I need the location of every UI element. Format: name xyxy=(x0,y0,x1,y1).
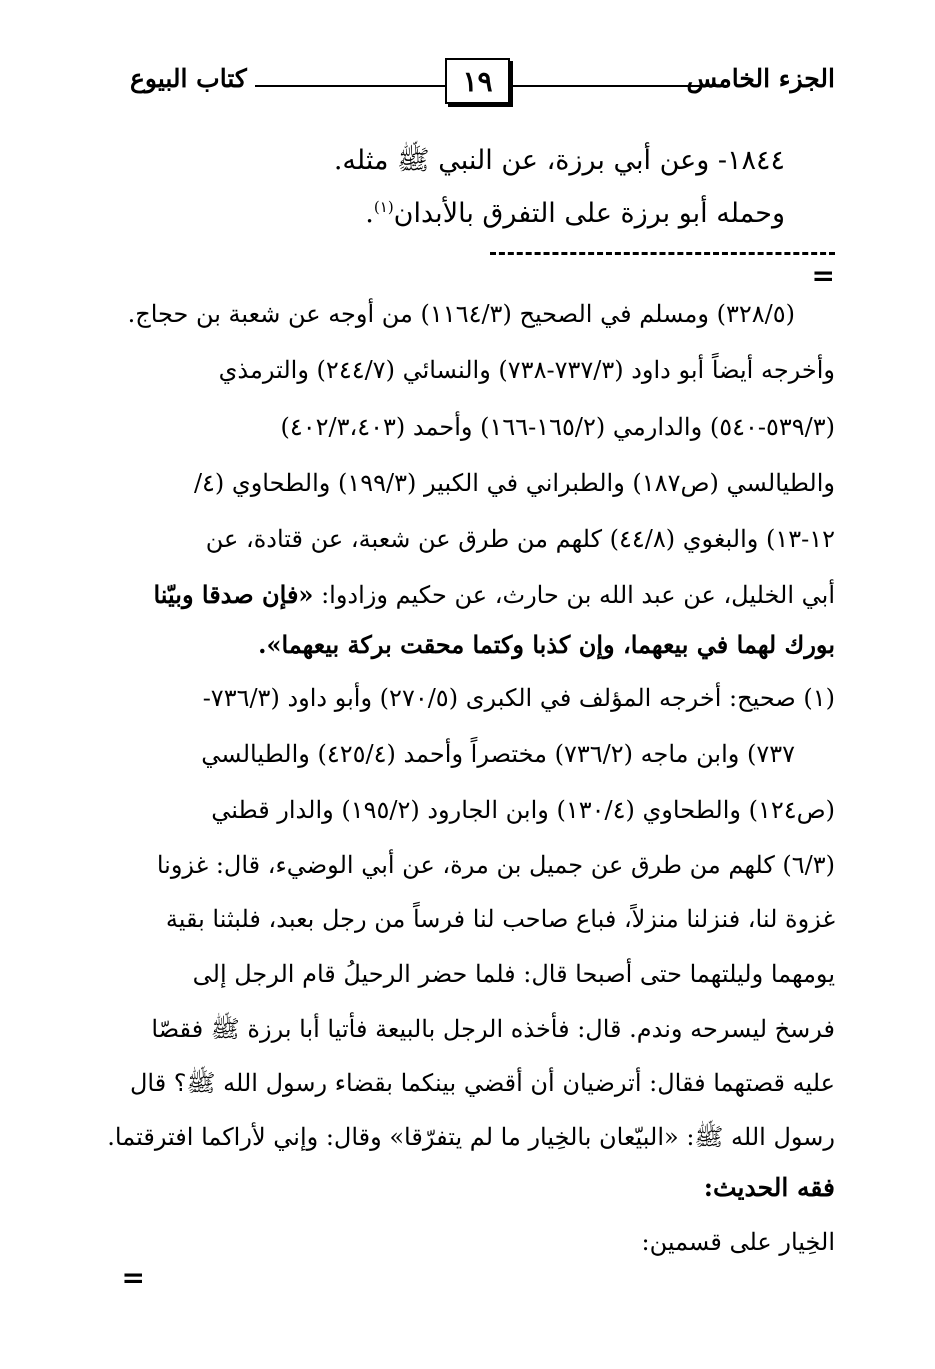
footnote-separator xyxy=(490,252,835,255)
footnote-line: (٦/٣) كلهم من طرق عن جميل بن مرة، عن أبي الوضيء، قال: غزونا xyxy=(156,851,835,879)
quote-start: «فإن صدقا وبيّنا xyxy=(153,580,314,609)
footnote-line: يومهما وليلتهما حتى أصبحا قال: فلما حضر الرحيلُ قام الرجل إلى xyxy=(192,960,835,988)
header-rule-right xyxy=(510,85,715,87)
footnote-line: والطيالسي (ص١٨٧) والطبراني في الكبير (١٩٩/٣) والطحاوي (٤/ xyxy=(193,469,835,497)
section-subheading: الخِيار على قسمين: xyxy=(641,1228,835,1256)
header-rule-left xyxy=(255,85,445,87)
footnote-line: رسول الله ﷺ: «البيّعان بالخِيار ما لم يتفرّقا» وقال: وإني لأراكما افترقتما. xyxy=(107,1123,835,1151)
continuation-mark: = xyxy=(121,1261,145,1294)
volume-title: الجزء الخامس xyxy=(686,64,835,93)
hadith-explanation-end: . xyxy=(365,198,374,229)
book-title: كتاب البيوع xyxy=(130,64,247,93)
footnote-line: (٥٣٩/٣-٥٤٠) والدارمي (١٦٥/٢-١٦٦) وأحمد (٤٠٢/٣،٤٠٣) xyxy=(280,413,835,441)
hadith-explanation xyxy=(365,198,785,229)
footnote-line: ١٢-١٣) والبغوي (٤٤/٨) كلهم من طرق عن شعبة، عن قتادة، عن xyxy=(205,525,835,553)
footnote-line-text: أبي الخليل، عن عبد الله بن حارث، عن حكيم وزادوا: xyxy=(321,581,835,609)
continuation-mark: = xyxy=(811,259,835,292)
footnote-1-first-line: (١) صحيح: أخرجه المؤلف في الكبرى (٢٧٠/٥) وأبو داود (٧٣٦/٣- xyxy=(202,684,835,712)
footnote-line: (٣٢٨/٥) ومسلم في الصحيح (١١٦٤/٣) من أوجه عن شعبة بن حجاج. xyxy=(127,300,795,328)
hadith-explanation-text: وحمله أبو برزة على التفرق بالأبدان xyxy=(393,198,785,229)
footnote-line: (ص١٢٤) والطحاوي (١٣٠/٤) وابن الجارود (١٩٥/٢) والدار قطني xyxy=(211,796,835,824)
footnote-line: فرسخ ليسرحه وندم. قال: فأخذه الرجل بالبيعة فأتيا أبا برزة ﷺ فقصّا xyxy=(151,1015,835,1043)
footnote-line: وأخرجه أيضاً أبو داود (٧٣٧/٣-٧٣٨) والنسائي (٢٤٤/٧) والترمذي xyxy=(218,356,835,384)
hadith-text: ١٨٤٤- وعن أبي برزة، عن النبي ﷺ مثله. xyxy=(333,145,785,176)
footnote-line: ٧٣٧) وابن ماجه (٧٣٦/٢) مختصراً وأحمد (٤٢٥/٤) والطيالسي xyxy=(201,740,795,768)
footnote-line: بورك لهما في بيعهما، وإن كذبا وكتما محقت بركة بيعهما». xyxy=(258,630,835,659)
footnote-line: غزوة لنا، فنزلنا منزلاً، فباع صاحب لنا فرساً من رجل بعبد، فلبثنا بقية xyxy=(165,905,835,933)
section-heading: فقه الحديث: xyxy=(703,1173,835,1202)
footnote-ref: (١) xyxy=(373,198,394,216)
footnote-line: عليه قصتهما فقال: أترضيان أن أقضي بينكما بقضاء رسول الله ﷺ؟ قال xyxy=(129,1069,835,1097)
page-number: ١٩ xyxy=(445,58,510,104)
footnote-line xyxy=(153,580,835,609)
